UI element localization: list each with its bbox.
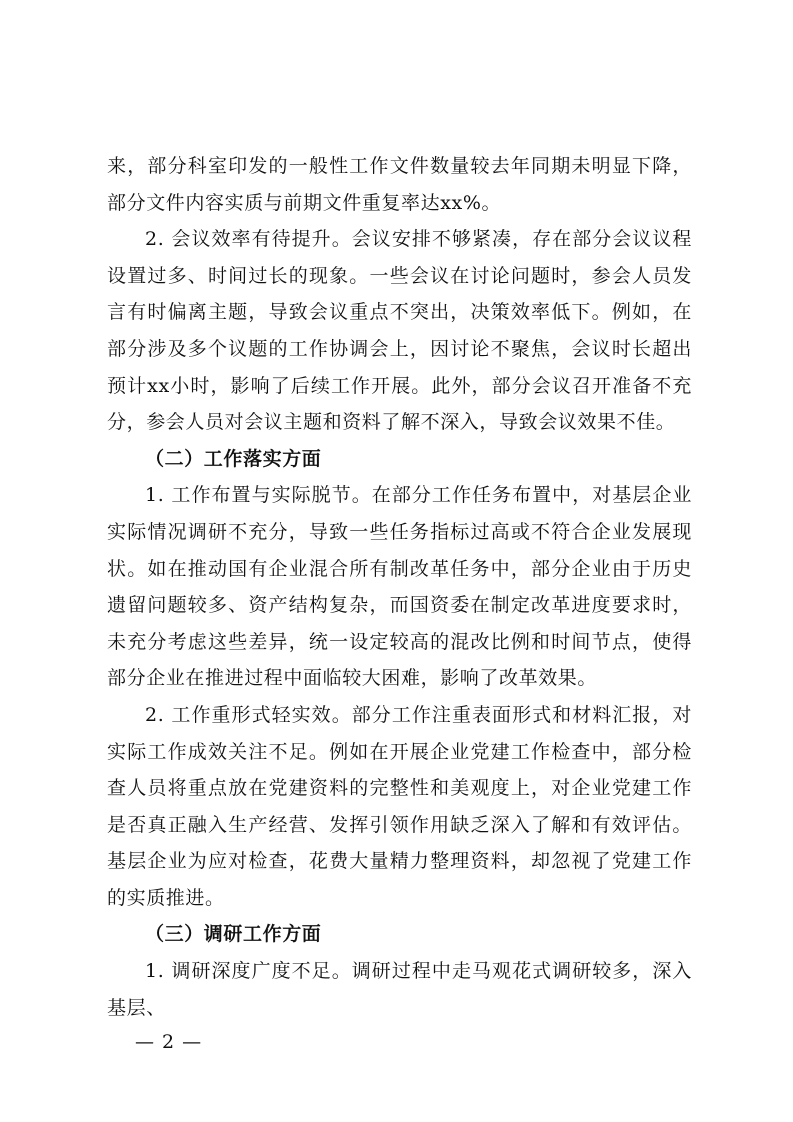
paragraph-continuation: 来，部分科室印发的一般性工作文件数量较去年同期未明显下降，部分文件内容实质与前期文件重复率达xx%。 [107, 155, 692, 214]
document-body [107, 148, 692, 1026]
page-number: — 2 — [135, 1031, 203, 1053]
paragraph-form-over-substance: 2. 工作重形式轻实效。部分工作注重表面形式和材料汇报，对实际工作成效关注不足。例如在开展企业党建工作检查中，部分检查人员将重点放在党建资料的完整性和美观度上，对企业党建工作是否真正融入生产经营、发挥引领作用缺乏深入了解和有效评估。基层企业为应对检查，花费大量精力整理资料，却忽视了党建工作的实质推进。 [107, 703, 692, 909]
section-heading-work-implementation: （二）工作落实方面 [145, 447, 322, 470]
section-heading-research-work: （三）调研工作方面 [145, 923, 322, 946]
paragraph-meeting-efficiency: 2. 会议效率有待提升。会议安排不够紧凑，存在部分会议议程设置过多、时间过长的现象。一些会议在讨论问题时，参会人员发言有时偏离主题，导致会议重点不突出，决策效率低下。例如，在部分涉及多个议题的工作协调会上，因讨论不聚焦，会议时长超出预计xx小时，影响了后续工作开展。此外，部分会议召开准备不充分，参会人员对会议主题和资料了解不深入，导致会议效果不佳。 [107, 228, 692, 434]
paragraph-research-depth: 1. 调研深度广度不足。调研过程中走马观花式调研较多，深入基层、 [107, 960, 692, 1019]
paragraph-work-disconnect: 1. 工作布置与实际脱节。在部分工作任务布置中，对基层企业实际情况调研不充分，导致一些任务指标过高或不符合企业发展现状。如在推动国有企业混合所有制改革任务中，部分企业由于历史遗留问题较多、资产结构复杂，而国资委在制定改革进度要求时，未充分考虑这些差异，统一设定较高的混改比例和时间节点，使得部分企业在推进过程中面临较大困难，影响了改革效果。 [107, 484, 692, 690]
